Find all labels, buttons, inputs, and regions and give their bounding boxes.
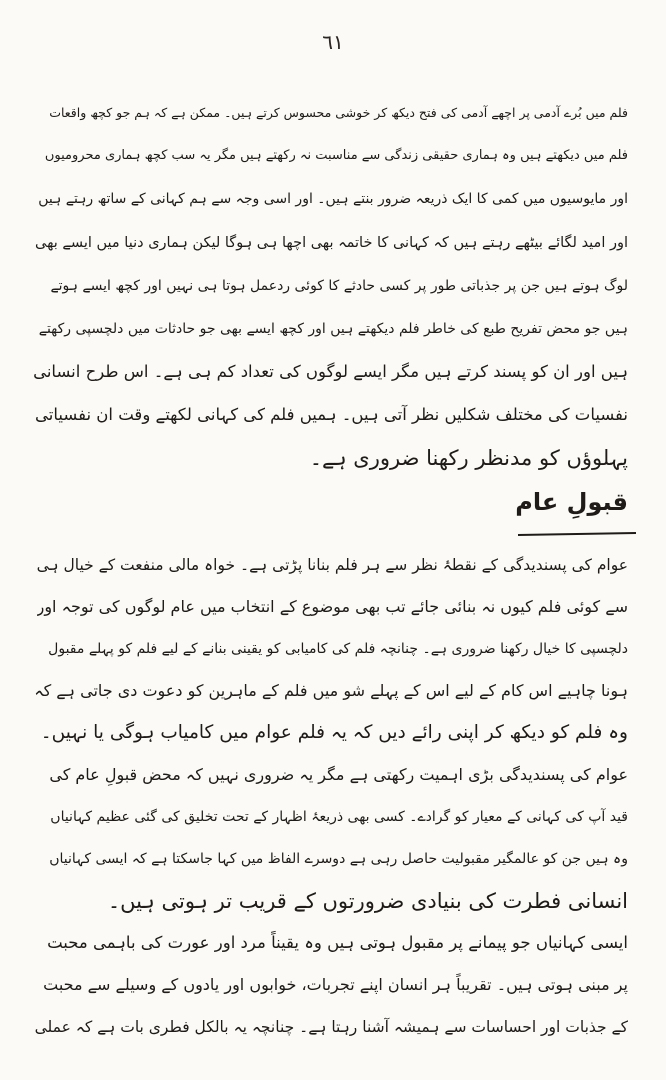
paragraph-1-line-5: لوگ ہوتے ہیں جن پر جذباتی طور پر کسی حادثے کا کوئی ردعمل ہوتا ہی نہیں اور کچھ ایسے ہوتے	[50, 278, 628, 294]
paragraph-2-line-2: سے کوئی فلم کیوں نہ بنائی جائے تب بھی موضوع کے انتخاب میں عام لوگوں کی توجہ اور	[36, 597, 628, 616]
paragraph-3-line-2: قید آپ کی کہانی کے معیار کو گرادے۔ کسی بھی ذریعۂ اظہار کے تحت تخلیق کی گئی عظیم کہانیاں	[50, 809, 628, 825]
paragraph-2-line-1: عوام کی پسندیدگی کے نقطۂ نظر سے ہر فلم بنانا پڑتی ہے۔ خواہ مالی منفعت کے خیال ہی	[36, 556, 628, 574]
section-heading: قبولِ عام	[515, 488, 628, 516]
paragraph-1-line-9: پہلوؤں کو مدنظر رکھنا ضروری ہے۔	[309, 446, 628, 470]
paragraph-1-line-1: فلم میں بُرے آدمی پر اچھے آدمی کی فتح دیکھ کر خوشی محسوس کرتے ہیں۔ ممکن ہے کہ ہم جو کچھ واقعات	[49, 105, 628, 120]
heading-underline	[518, 532, 636, 536]
paragraph-3-line-4: انسانی فطرت کی بنیادی ضرورتوں کے قریب تر ہوتی ہیں۔	[107, 889, 628, 913]
paragraph-4-line-2: پر مبنی ہوتی ہیں۔ تقریباً ہر انسان اپنے تجربات، خوابوں اور یادوں کے وسیلے سے محبت	[43, 975, 628, 994]
paragraph-2-line-5: وہ فلم کو دیکھ کر اپنی رائے دیں کہ یہ فلم عوام میں کامیاب ہوگی یا نہیں۔	[40, 722, 628, 743]
paragraph-1-line-3: اور مایوسیوں میں کمی کا ایک ذریعہ ضرور بنتے ہیں۔ اور اسی وجہ سے ہم کہانی کے ساتھ رہتے ہیں	[38, 191, 628, 207]
paragraph-4-line-3: کے جذبات اور احساسات سے ہمیشہ آشنا رہتا ہے۔ چنانچہ یہ بالکل فطری بات ہے کہ عملی	[34, 1018, 628, 1036]
paragraph-4-line-1: ایسی کہانیاں جو پیمانے پر مقبول ہوتی ہیں وہ یقیناً مرد اور عورت کی باہمی محبت	[47, 933, 628, 952]
paragraph-1-line-4: اور امید لگائے بیٹھے رہتے ہیں کہ کہانی کا خاتمہ بھی اچھا ہی ہوگا لیکن ہماری دنیا میں ایسے بھی	[34, 235, 628, 251]
paragraph-3-line-3: وہ ہیں جن کو عالمگیر مقبولیت حاصل رہی ہے دوسرے الفاظ میں کہا جاسکتا ہے کہ ایسی کہانیاں	[49, 851, 628, 867]
paragraph-3-line-1: عوام کی پسندیدگی بڑی اہمیت رکھتی ہے مگر یہ ضروری نہیں کہ محض قبولِ عام کی	[49, 765, 628, 784]
paragraph-1-line-6: ہیں جو محض تفریح طبع کی خاطر فلم دیکھتے ہیں اور کچھ ایسے بھی جو حادثات میں دلچسپی رکھتے	[38, 321, 628, 337]
paragraph-2-line-3: دلچسپی کا خیال رکھنا ضروری ہے۔ چنانچہ فلم کی کامیابی کو یقینی بنانے کے لیے فلم کو پہلے مقبول	[48, 641, 628, 657]
paragraph-1-line-8: نفسیات کی مختلف شکلیں نظر آتی ہیں۔ ہمیں فلم کی کہانی لکھتے وقت ان نفسیاتی	[35, 405, 628, 424]
paragraph-1-line-2: فلم میں دیکھتے ہیں وہ ہماری حقیقی زندگی سے مناسبت نہ رکھتے ہیں مگر یہ سب کچھ ہماری محرومیوں	[44, 148, 628, 163]
paragraph-2-line-4: ہونا چاہیے اس کام کے لیے اس کے پہلے شو میں فلم کے ماہرین کو دعوت دی جاتی ہے کہ	[34, 681, 628, 700]
page-number: ٦١	[322, 30, 344, 54]
paragraph-1-line-7: ہیں اور ان کو پسند کرتے ہیں مگر ایسے لوگوں کی تعداد کم ہی ہے۔ اس طرح انسانی	[33, 362, 628, 381]
